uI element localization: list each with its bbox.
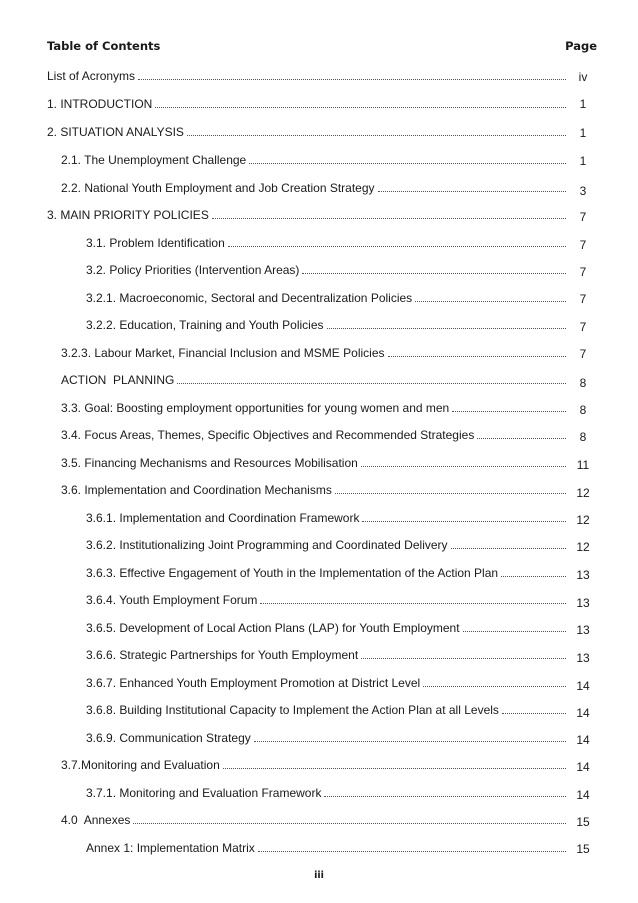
toc-header — [47, 39, 597, 57]
toc-entry[interactable] — [86, 620, 569, 636]
dot-leader — [415, 290, 566, 302]
toc-entry[interactable] — [61, 482, 569, 498]
dot-leader — [260, 592, 566, 604]
toc-entry-title: 3.6.1. Implementation and Coordination Framework — [86, 511, 360, 525]
toc-entry[interactable] — [61, 345, 569, 361]
toc-entry-title: 3.6.3. Effective Engagement of Youth in the Implementation of the Action Plan — [86, 566, 499, 580]
toc-entry-page-number: 13 — [576, 568, 590, 582]
toc-entry-title: 3.7.1. Monitoring and Evaluation Framework — [86, 786, 322, 800]
toc-entry[interactable] — [86, 290, 569, 306]
toc-entry-title: 3.1. Problem Identification — [86, 236, 225, 250]
toc-entry-title: 3.4. Focus Areas, Themes, Specific Objectives and Recommended Strategies — [61, 428, 475, 442]
toc-entry-page-number: 7 — [579, 210, 587, 224]
toc-entry-page-number: 12 — [576, 486, 590, 500]
toc-entry-page-number: 14 — [576, 788, 590, 802]
toc-entry[interactable] — [86, 317, 569, 333]
dot-leader — [361, 647, 566, 659]
toc-entry-title: 3.2.2. Education, Training and Youth Policies — [86, 318, 324, 332]
toc-entry-page-number: 7 — [579, 347, 587, 361]
toc-entry-title: 3.6. Implementation and Coordination Mechanisms — [61, 483, 332, 497]
toc-entry-page-number: 14 — [576, 706, 590, 720]
toc-entry-title: 3.6.8. Building Institutional Capacity to Implement the Action Plan at all Levels — [86, 703, 499, 717]
toc-entry[interactable] — [61, 812, 569, 828]
toc-entry[interactable] — [86, 537, 569, 553]
dot-leader — [335, 482, 566, 494]
dot-leader — [502, 702, 566, 714]
toc-entry-page-number: 14 — [576, 733, 590, 747]
toc-entry-page-number: 8 — [579, 430, 587, 444]
dot-leader — [302, 262, 566, 274]
toc-entry-page-number: 7 — [579, 238, 587, 252]
toc-entry-page-number: 7 — [579, 320, 587, 334]
dot-leader — [361, 455, 566, 467]
toc-entry-page-number: 1 — [579, 154, 587, 168]
dot-leader — [388, 345, 567, 357]
toc-entry-page-number: 13 — [576, 651, 590, 665]
toc-entry-page-number: 13 — [576, 623, 590, 637]
dot-leader — [212, 207, 566, 219]
toc-entry-title: 3.6.7. Enhanced Youth Employment Promotion at District Level — [86, 676, 421, 690]
dot-leader — [138, 68, 566, 80]
toc-entry[interactable] — [61, 455, 569, 471]
toc-entry-title: 3.6.9. Communication Strategy — [86, 731, 251, 745]
toc-entry[interactable] — [86, 262, 569, 278]
toc-entry[interactable] — [61, 427, 569, 443]
toc-entry-page-number: 1 — [579, 97, 587, 111]
toc-entry[interactable] — [61, 400, 569, 416]
toc-entry-page-number: 8 — [579, 403, 587, 417]
toc-entry-page-number: 14 — [576, 679, 590, 693]
toc-entry[interactable] — [86, 840, 569, 856]
toc-entry-page-number: 7 — [579, 292, 587, 306]
toc-entry-title: 2. SITUATION ANALYSIS — [47, 125, 184, 139]
toc-entry-title: 3.6.4. Youth Employment Forum — [86, 593, 258, 607]
toc-entry[interactable] — [86, 730, 569, 746]
toc-entry[interactable] — [61, 757, 569, 773]
toc-entry[interactable] — [86, 647, 569, 663]
dot-leader — [501, 565, 566, 577]
toc-entry-page-number: 12 — [576, 513, 590, 527]
toc-entry[interactable] — [47, 124, 569, 140]
toc-entry-page-number: 15 — [576, 842, 590, 856]
toc-entry[interactable] — [61, 372, 569, 388]
toc-entry-title: 3.2.1. Macroeconomic, Sectoral and Decentralization Policies — [86, 291, 413, 305]
toc-entry-title: 3.6.6. Strategic Partnerships for Youth Employment — [86, 648, 359, 662]
toc-entry-page-number: iv — [578, 70, 588, 84]
toc-entry-title: 3.5. Financing Mechanisms and Resources Mobilisation — [61, 456, 358, 470]
dot-leader — [327, 317, 566, 329]
dot-leader — [258, 840, 566, 852]
toc-entry[interactable] — [61, 180, 569, 196]
dot-leader — [423, 675, 566, 687]
toc-entry[interactable] — [86, 592, 569, 608]
toc-entry[interactable] — [86, 510, 569, 526]
dot-leader — [254, 730, 566, 742]
toc-entry-page-number: 7 — [579, 265, 587, 279]
dot-leader — [155, 96, 566, 108]
toc-entry-title: 2.2. National Youth Employment and Job Creation Strategy — [61, 181, 375, 195]
toc-entry[interactable] — [47, 68, 569, 84]
dot-leader — [463, 620, 566, 632]
dot-leader — [452, 400, 566, 412]
toc-entry-title: 3.7.Monitoring and Evaluation — [61, 758, 220, 772]
toc-entry-title: 2.1. The Unemployment Challenge — [61, 153, 247, 167]
toc-entry-title: 4.0 Annexes — [61, 813, 131, 827]
page-column-label: Page — [565, 39, 597, 53]
toc-entry-page-number: 11 — [576, 458, 590, 472]
toc-entry-page-number: 14 — [576, 760, 590, 774]
dot-leader — [324, 785, 566, 797]
toc-entry-page-number: 3 — [579, 184, 587, 198]
toc-entry-title: 3.3. Goal: Boosting employment opportunities for young women and men — [61, 401, 450, 415]
dot-leader — [362, 510, 566, 522]
toc-entry-page-number: 1 — [579, 126, 587, 140]
dot-leader — [451, 537, 566, 549]
dot-leader — [223, 757, 566, 769]
toc-entry[interactable] — [47, 96, 569, 112]
toc-entry-title: 3. MAIN PRIORITY POLICIES — [47, 208, 209, 222]
dot-leader — [228, 235, 566, 247]
dot-leader — [477, 427, 566, 439]
toc-entry[interactable] — [47, 207, 569, 223]
toc-entry[interactable] — [86, 785, 569, 801]
toc-entry-title: Annex 1: Implementation Matrix — [86, 841, 255, 855]
toc-entry[interactable] — [61, 152, 569, 168]
toc-entry-title: List of Acronyms — [47, 69, 136, 83]
toc-entry[interactable] — [86, 565, 569, 581]
toc-entry-page-number: 13 — [576, 596, 590, 610]
toc-entry-title: ACTION PLANNING — [61, 373, 175, 387]
dot-leader — [378, 180, 566, 192]
dot-leader — [249, 152, 566, 164]
toc-entry[interactable] — [86, 235, 569, 251]
toc-entry-page-number: 12 — [576, 540, 590, 554]
toc-entry-title: 3.2.3. Labour Market, Financial Inclusion and MSME Policies — [61, 346, 385, 360]
dot-leader — [177, 372, 566, 384]
toc-entry[interactable] — [86, 675, 569, 691]
toc-entry-page-number: 15 — [576, 815, 590, 829]
dot-leader — [133, 812, 566, 824]
toc-entry-title: 3.6.5. Development of Local Action Plans (LAP) for Youth Employment — [86, 621, 460, 635]
page-number-footer: iii — [314, 870, 324, 881]
dot-leader — [187, 124, 566, 136]
toc-title: Table of Contents — [47, 39, 161, 53]
toc-entry-title: 3.6.2. Institutionalizing Joint Programming and Coordinated Delivery — [86, 538, 448, 552]
toc-entry[interactable] — [86, 702, 569, 718]
toc-entry-title: 3.2. Policy Priorities (Intervention Areas) — [86, 263, 300, 277]
toc-entry-page-number: 8 — [579, 376, 587, 390]
toc-entry-title: 1. INTRODUCTION — [47, 97, 153, 111]
